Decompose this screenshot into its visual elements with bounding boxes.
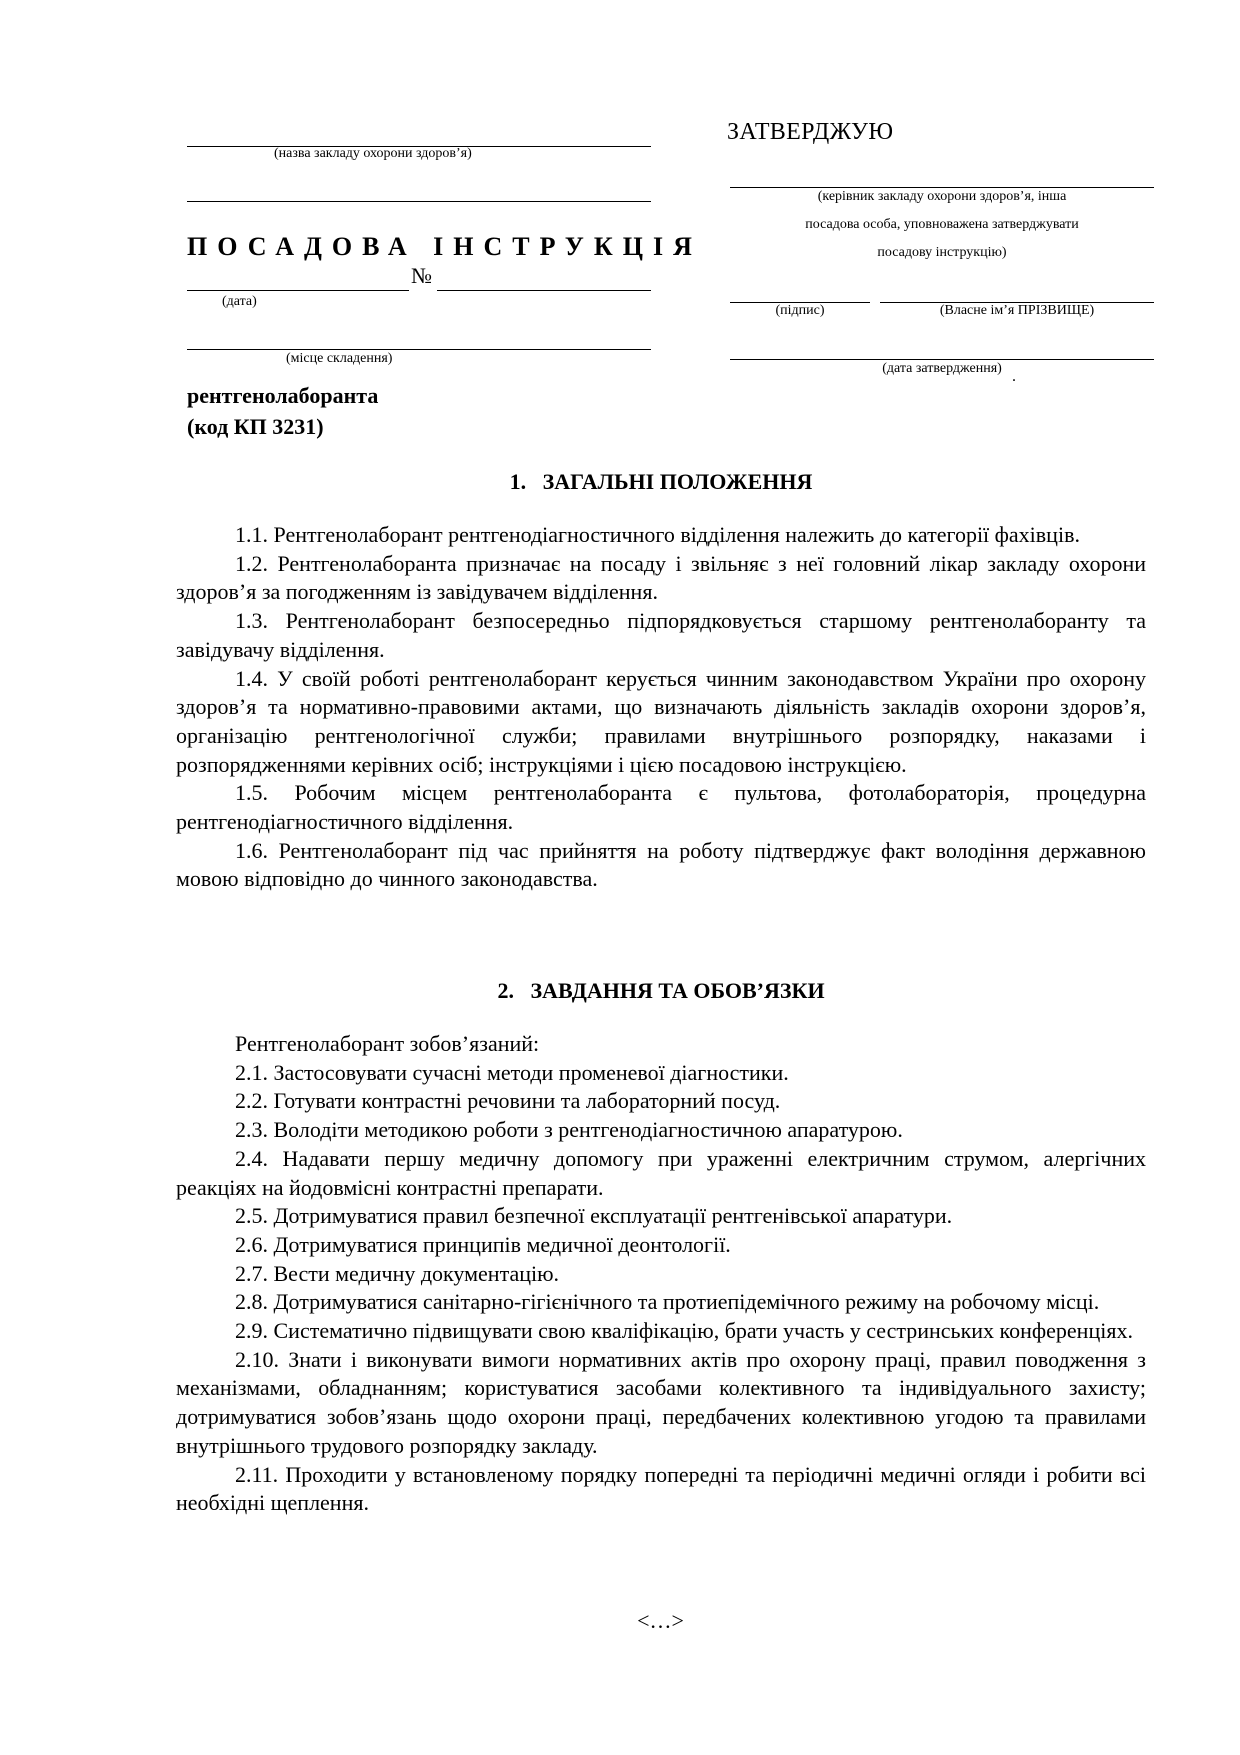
paragraph-1-1: 1.1. Рентгенолаборант рентгенодіагностичного відділення належить до категорії фахівців.: [235, 522, 1080, 547]
place-line: [187, 349, 651, 350]
approval-date-line: [730, 359, 1154, 360]
paragraph-1-4: 1.4. У своїй роботі рентгенолаборант керується чинним законодавством України про охорону здоров’я та нормативно-правовими актами, що визначають діяльність закладів охорони здоров’я, організацію рентгенологічної служби; правилами внутрішнього розпорядку, наказами і розпорядженнями керівних осіб; інструкціями і цією посадовою інструкцією.: [176, 665, 1146, 777]
date-line: [187, 290, 409, 291]
paragraph-2-11: 2.11. Проходити у встановленому порядку попередні та періодичні медичні огляди і робити всі необхідні щеплення.: [176, 1461, 1146, 1516]
approval-label: ЗАТВЕРДЖУЮ: [727, 119, 894, 145]
approval-date-caption: (дата затвердження): [882, 361, 1002, 376]
approver-name-caption: (Власне ім’я ПРІЗВИЩЕ): [939, 303, 1095, 318]
paragraph-2-8: 2.8. Дотримуватися санітарно-гігієнічного та протиепідемічного режиму на робочому місці.: [235, 1289, 1100, 1315]
stray-mark: .: [1012, 368, 1016, 385]
paragraph-2-5: 2.5. Дотримуватися правил безпечної експлуатації рентгенівської апаратури.: [235, 1203, 953, 1229]
section-2-body: [176, 1030, 1146, 1518]
section-1-heading: 1. ЗАГАЛЬНІ ПОЛОЖЕННЯ: [509, 469, 813, 494]
date-caption: (дата): [222, 294, 257, 309]
document-number-line: [437, 290, 651, 291]
paragraph-1-6: 1.6. Рентгенолаборант під час прийняття на роботу підтверджує факт володіння державною мовою відповідно до чинного законодавства.: [176, 837, 1146, 892]
approver-caption-1: (керівник закладу охорони здоров’я, інша: [817, 189, 1067, 204]
paragraph-2-7: 2.7. Вести медичну документацію.: [235, 1260, 560, 1286]
position-code: (код КП 3231): [187, 414, 324, 439]
number-sign: №: [411, 263, 432, 288]
paragraph-2-1: 2.1. Застосовувати сучасні методи променевої діагностики.: [235, 1059, 789, 1085]
document-title: ПОСАДОВА ІНСТРУКЦІЯ: [187, 232, 702, 261]
paragraph-2-2: 2.2. Готувати контрастні речовини та лабораторний посуд.: [235, 1088, 781, 1114]
paragraph-1-5: 1.5. Робочим місцем рентгенолаборанта є пультова, фотолабораторія, процедурна рентгенодіагностичного відділення.: [176, 780, 1146, 835]
place-caption: (місце складення): [286, 351, 393, 366]
section-1-body: [176, 521, 1146, 894]
approver-caption-3: посадову інструкцію): [877, 245, 1007, 260]
paragraph-2-9: 2.9. Систематично підвищувати свою кваліфікацію, брати участь у сестринських конференціях.: [235, 1318, 1133, 1344]
approver-caption-2: посадова особа, уповноважена затверджувати: [805, 217, 1079, 232]
signature-caption: (підпис): [775, 303, 825, 318]
section-2-heading: 2. ЗАВДАННЯ ТА ОБОВ’ЯЗКИ: [497, 978, 825, 1003]
paragraph-1-3: 1.3. Рентгенолаборант безпосередньо підпорядковується старшому рентгенолаборанту та завідувачу відділення.: [176, 608, 1146, 662]
institution-name-caption: (назва закладу охорони здоров’я): [274, 146, 472, 161]
paragraph-2-6: 2.6. Дотримуватися принципів медичної деонтології.: [235, 1231, 731, 1257]
paragraph-1-2: 1.2. Рентгенолаборанта призначає на посаду і звільняє з неї головний лікар закладу охорони здоров’я за погодженням із завідувачем відділення.: [176, 550, 1146, 605]
continuation-mark: <…>: [637, 1608, 684, 1633]
institution-name-line-2: [187, 201, 651, 202]
paragraph-2-3: 2.3. Володіти методикою роботи з рентгенодіагностичною апаратурою.: [235, 1117, 903, 1143]
paragraph-2-4: 2.4. Надавати першу медичну допомогу при ураженні електричним струмом, алергічних реакціях на йодовмісні контрастні препарати.: [176, 1145, 1146, 1200]
section-2-intro: Рентгенолаборант зобов’язаний:: [235, 1031, 540, 1056]
approver-line: [730, 187, 1154, 188]
position-title: рентгенолаборанта: [187, 383, 379, 408]
position-name: [187, 380, 378, 442]
paragraph-2-10: 2.10. Знати і виконувати вимоги нормативних актів про охорону праці, правил поводження з механізмами, обладнанням; користуватися засобами колективного та індивідуального захисту; дотримуватися зобов’язань щодо охорони праці, передбачених колективною угодою та правилами внутрішнього трудового розпорядку закладу.: [176, 1346, 1146, 1458]
